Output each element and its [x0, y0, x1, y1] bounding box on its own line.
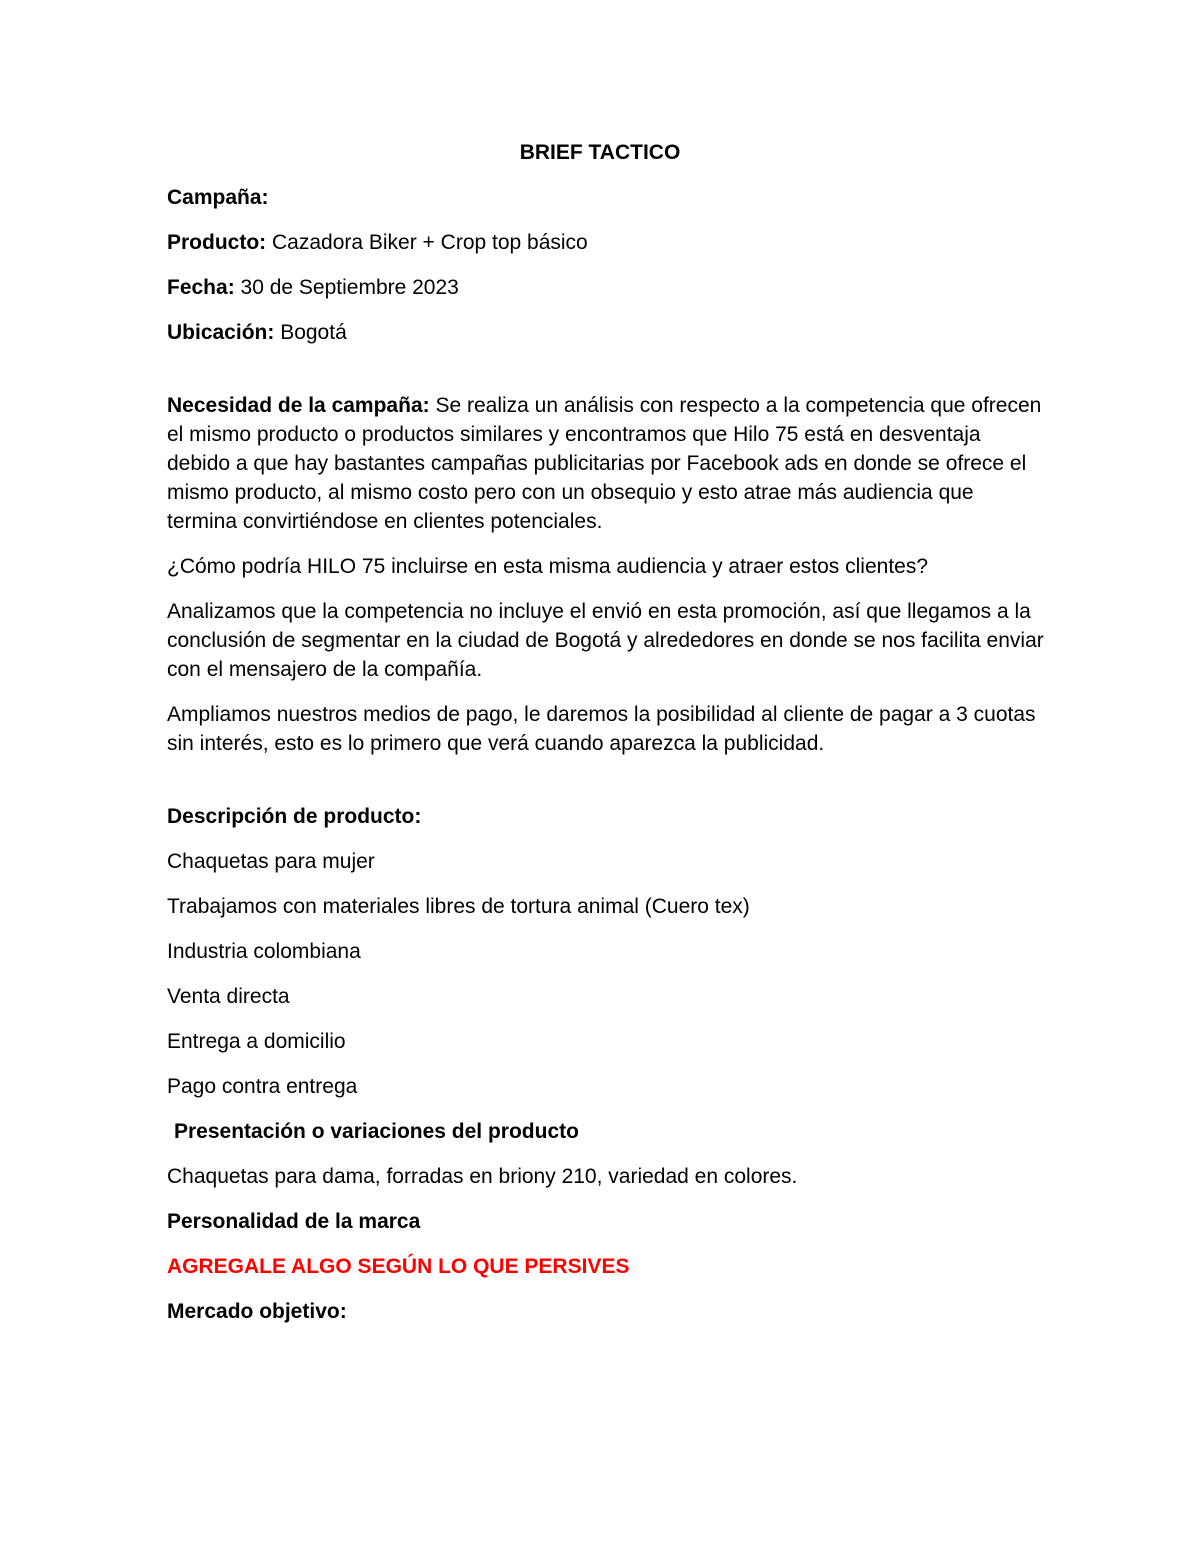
necesidad-text: Se realiza un análisis con respecto a la competencia que ofrecen el mismo producto o productos similares y encontramos que Hilo 75 está en desventaja debido a que hay bastantes campañas publicitarias por Facebook ads en donde se ofrece el mismo producto, al mismo costo pero con un obsequio y esto atrae más audiencia que termina convirtiéndose en clientes potenciales. — [167, 394, 1042, 533]
ubicacion-line — [167, 318, 1047, 347]
fecha-value: 30 de Septiembre 2023 — [234, 276, 459, 299]
presentacion-text: Chaquetas para dama, forradas en briony 210, variedad en colores. — [167, 1165, 798, 1188]
presentacion-heading: Presentación o variaciones del producto — [174, 1120, 579, 1143]
descripcion-item: Trabajamos con materiales libres de tortura animal (Cuero tex) — [167, 895, 750, 918]
necesidad-label: Necesidad de la campaña: — [167, 394, 430, 417]
payment-paragraph: Ampliamos nuestros medios de pago, le daremos la posibilidad al cliente de pagar a 3 cuotas sin interés, esto es lo primero que verá cuando aparezca la publicidad. — [167, 703, 1036, 755]
campana-line — [167, 183, 1047, 212]
ubicacion-label: Ubicación: — [167, 321, 275, 344]
necesidad-paragraph — [167, 391, 1047, 536]
ubicacion-value: Bogotá — [274, 321, 347, 344]
analysis-paragraph: Analizamos que la competencia no incluye el envió en esta promoción, así que llegamos a la conclusión de segmentar en la ciudad de Bogotá y alrededores en donde se nos facilita enviar con el mensajero de la compañía. — [167, 600, 1044, 681]
producto-value: Cazadora Biker + Crop top básico — [266, 231, 588, 254]
descripcion-item: Entrega a domicilio — [167, 1030, 346, 1053]
document-title: BRIEF TACTICO — [519, 141, 681, 164]
alert-note: AGREGALE ALGO SEGÚN LO QUE PERSIVES — [167, 1255, 630, 1278]
question-paragraph: ¿Cómo podría HILO 75 incluirse en esta misma audiencia y atraer estos clientes? — [167, 555, 929, 578]
producto-line — [167, 228, 1047, 257]
descripcion-item: Industria colombiana — [167, 940, 361, 963]
fecha-line — [167, 273, 1047, 302]
mercado-heading: Mercado objetivo: — [167, 1300, 347, 1323]
descripcion-item: Chaquetas para mujer — [167, 850, 375, 873]
personalidad-heading: Personalidad de la marca — [167, 1210, 421, 1233]
descripcion-item: Venta directa — [167, 985, 290, 1008]
descripcion-item: Pago contra entrega — [167, 1075, 358, 1098]
producto-label: Producto: — [167, 231, 267, 254]
descripcion-heading: Descripción de producto: — [167, 805, 422, 828]
document-body — [167, 138, 1047, 1342]
campana-label: Campaña: — [167, 186, 269, 209]
fecha-label: Fecha: — [167, 276, 235, 299]
